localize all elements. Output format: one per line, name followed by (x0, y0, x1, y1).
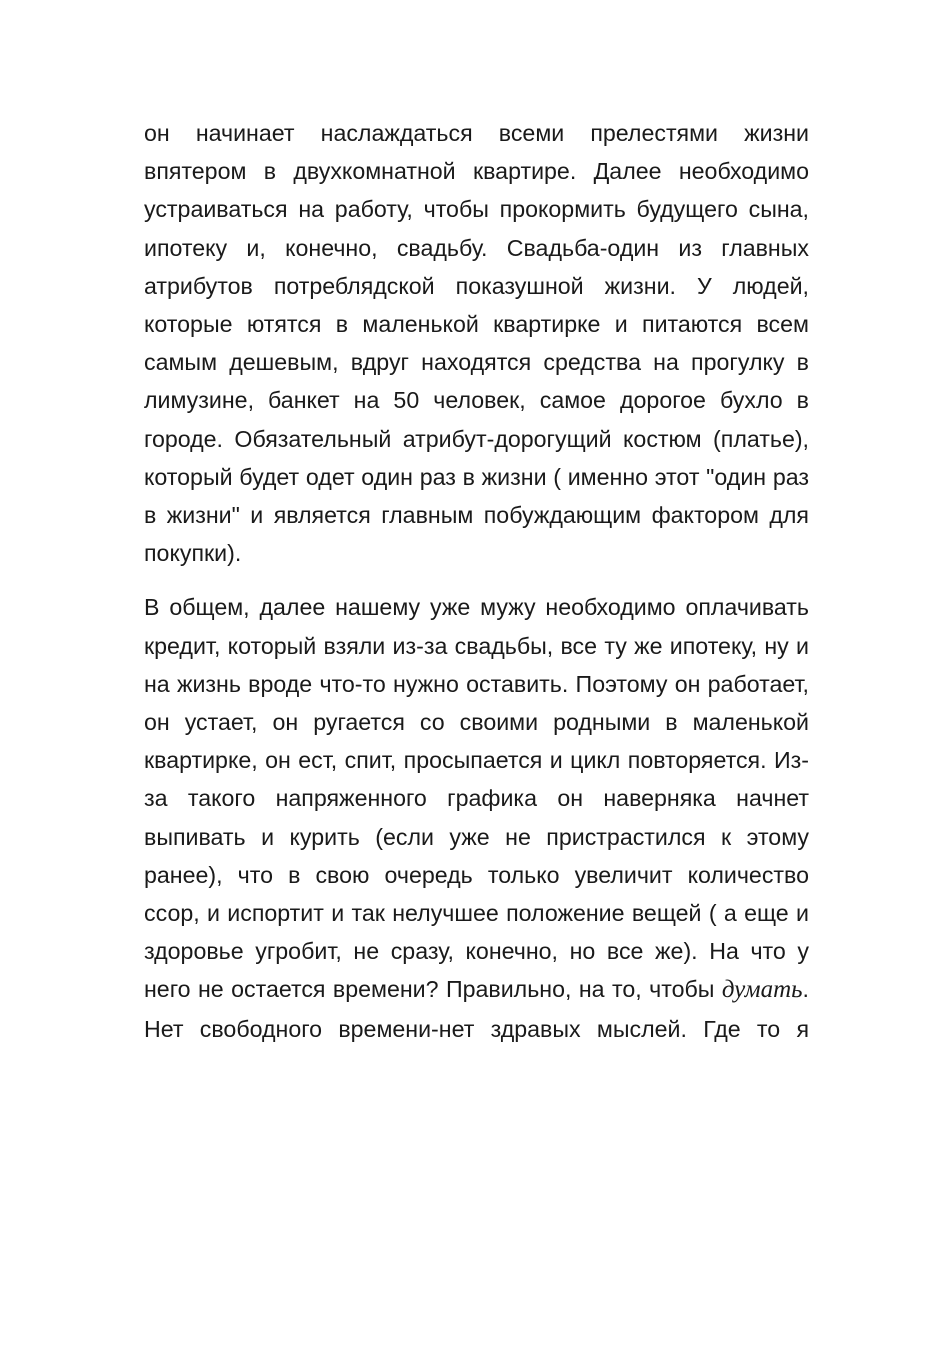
paragraph-2 (144, 588, 809, 1047)
text-body (144, 114, 809, 1048)
emphasized-word: думать (721, 976, 803, 1004)
paragraph-2-text-after: . Нет свободного времени-нет здравых мыслей. Где то я (144, 976, 809, 1042)
paragraph-2-text-before: В общем, далее нашему уже мужу необходимо оплачивать кредит, который взяли из-за свадьбы, все ту же ипотеку, ну и на жизнь вроде что-то нужно оставить. Поэтому он работает, он устает, он ругается со своими родными в маленькой квартирке, он ест, спит, просыпается и цикл повторяется. Из-за такого напряженного графика он наверняка начнет выпивать и курить (если уже не пристрастился к этому ранее), что в свою очередь только увеличит количество ссор, и испортит и так нелучшее положение вещей ( а еще и здоровье угробит, не сразу, конечно, но все же). На что у него не остается времени? Правильно, на то, чтобы (144, 594, 809, 1003)
paragraph-1: он начинает наслаждаться всеми прелестями жизни впятером в двухкомнатной квартире. Далее необходимо устраиваться на работу, чтобы прокормить будущего сына, ипотеку и, конечно, свадьбу. Свадьба-один из главных атрибутов потреблядской показушной жизни. У людей, которые ютятся в маленькой квартирке и питаются всем самым дешевым, вдруг находятся средства на прогулку в лимузине, банкет на 50 человек, самое дорогое бухло в городе. Обязательный атрибут-дорогущий костюм (платье), который будет одет один раз в жизни ( именно этот "один раз в жизни" и является главным побуждающим фактором для покупки). (144, 120, 809, 567)
